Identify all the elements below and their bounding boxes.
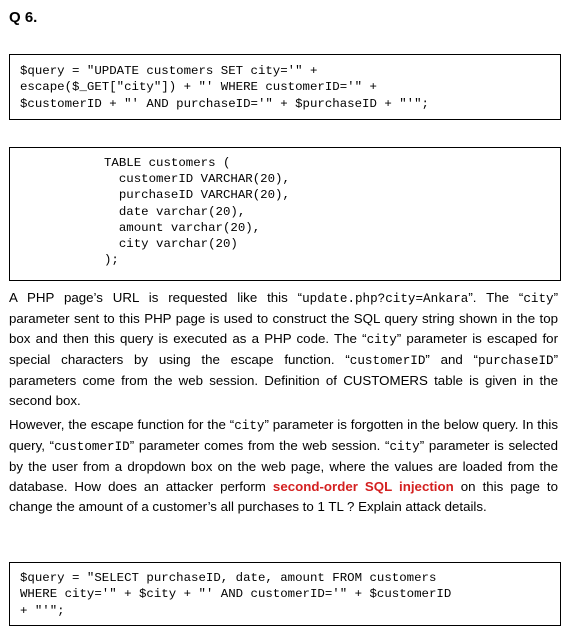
table-definition-code: [10, 148, 560, 268]
inline-code-city: city: [366, 333, 397, 347]
inline-code-city: city: [523, 292, 554, 306]
text-run: ” parameters come from the web session. Definition of CUSTOMERS table is given in the second box.: [9, 352, 558, 408]
highlighted-term: second-order SQL injection: [272, 479, 454, 494]
text-run: ” parameter is escaped for special characters by using the escape function. “: [9, 331, 559, 367]
inline-code-url: update.php?city=Ankara: [302, 292, 469, 306]
text-run: on this page to change the amount of a customer’s all purchases to 1 TL ? Explain attack details.: [9, 479, 558, 514]
code-line: city varchar(20): [104, 237, 238, 252]
paragraph-question: [9, 415, 558, 517]
code-line: );: [104, 253, 119, 268]
inline-code-city: city: [234, 419, 265, 433]
update-query-code: [10, 55, 560, 112]
code-line: escape($_GET["city"]) + "' WHERE customerID='" +: [20, 80, 377, 95]
update-query-code-box: [9, 54, 561, 120]
code-line: $customerID + "' AND purchaseID='" + $purchaseID + "'";: [20, 96, 429, 111]
code-line: $query = "UPDATE customers SET city='" +: [20, 64, 318, 78]
text-run: However, the escape function for the “: [9, 417, 235, 432]
text-run: ” parameter sent to this PHP page is used to construct the SQL query string shown in the top box and then this query is executed as a PHP code. The “: [9, 290, 558, 346]
select-query-code: [10, 563, 560, 619]
code-line: customerID VARCHAR(20),: [104, 172, 290, 187]
text-run: ” parameter is forgotten in the below query. In this query, “: [9, 417, 558, 453]
inline-code-customerid: customerID: [54, 440, 130, 454]
table-definition-code-box: [9, 147, 561, 281]
text-run: ” and “: [425, 352, 478, 367]
text-run: A PHP page’s URL is requested like this “: [9, 290, 303, 305]
text-run: ”. The “: [468, 290, 524, 305]
inline-code-customerid: customerID: [349, 354, 426, 368]
code-line: + "'";: [20, 603, 65, 618]
select-query-code-box: [9, 562, 561, 626]
inline-code-city: city: [389, 440, 420, 454]
code-line: $query = "SELECT purchaseID, date, amount FROM customers: [20, 571, 437, 585]
code-line: WHERE city='" + $city + "' AND customerID='" + $customerID: [20, 587, 452, 602]
paragraph-description: [9, 288, 558, 411]
code-line: date varchar(20),: [104, 204, 246, 219]
text-run: ” parameter is selected by the user from a dropdown box on the web page, where the values are loaded from the database. How does an attacker perform: [9, 438, 559, 494]
code-line: purchaseID VARCHAR(20),: [104, 188, 290, 203]
text-run: ” parameter comes from the web session. “: [129, 438, 390, 453]
code-line: amount varchar(20),: [104, 220, 261, 235]
code-line: TABLE customers (: [104, 156, 231, 170]
question-title: Q 6.: [9, 9, 38, 26]
inline-code-purchaseid: purchaseID: [477, 354, 554, 368]
